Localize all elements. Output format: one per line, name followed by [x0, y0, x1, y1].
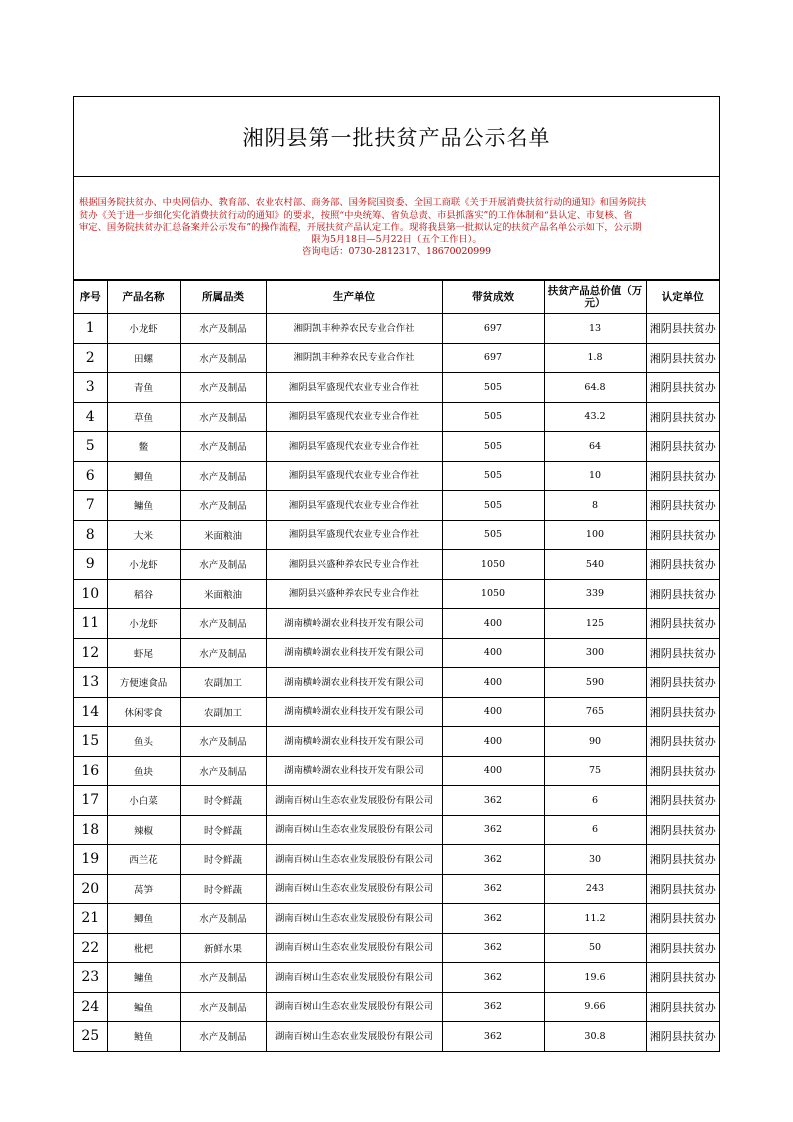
row-number: 10 — [74, 579, 107, 609]
table-row — [74, 609, 719, 639]
poverty-effect: 1050 — [442, 550, 544, 580]
total-value: 590 — [544, 668, 646, 698]
total-value: 1.8 — [544, 343, 646, 373]
table-header-row — [74, 281, 719, 314]
certifying-unit: 湘阴县扶贫办 — [646, 727, 719, 757]
header-cell: 生产单位 — [266, 281, 442, 314]
total-value: 30 — [544, 845, 646, 875]
producer-name: 湖南横岭湖农业科技开发有限公司 — [266, 638, 442, 668]
product-name: 方便速食品 — [107, 668, 180, 698]
notice-paragraph — [74, 177, 719, 280]
producer-name: 湖南横岭湖农业科技开发有限公司 — [266, 697, 442, 727]
certifying-unit: 湘阴县扶贫办 — [646, 609, 719, 639]
product-category: 水产及制品 — [180, 638, 266, 668]
poverty-effect: 362 — [442, 963, 544, 993]
product-name: 小白菜 — [107, 786, 180, 816]
certifying-unit: 湘阴县扶贫办 — [646, 579, 719, 609]
row-number: 15 — [74, 727, 107, 757]
row-number: 3 — [74, 373, 107, 403]
product-category: 时令鲜蔬 — [180, 845, 266, 875]
poverty-effect: 362 — [442, 904, 544, 934]
table-row — [74, 697, 719, 727]
product-name: 鳊鱼 — [107, 992, 180, 1022]
table-row — [74, 933, 719, 963]
poverty-effect: 505 — [442, 373, 544, 403]
total-value: 90 — [544, 727, 646, 757]
total-value: 11.2 — [544, 904, 646, 934]
producer-name: 湘阴县兴盛种养农民专业合作社 — [266, 550, 442, 580]
poverty-effect: 400 — [442, 756, 544, 786]
notice-line: 根据国务院扶贫办、中央网信办、教育部、农业农村部、商务部、国务院国资委、全国工商联《关于开展消费扶贫行动的通知》和国务院扶 — [79, 197, 647, 209]
row-number: 8 — [74, 520, 107, 550]
table-row — [74, 727, 719, 757]
notice-line: 贫办《关于进一步细化实化消费扶贫行动的通知》的要求，按照“中央统筹、省负总责、市县抓落实”的工作体制和“县认定、市复核、省 — [79, 209, 633, 221]
table-row — [74, 373, 719, 403]
producer-name: 湖南百树山生态农业发展股份有限公司 — [266, 1022, 442, 1052]
poverty-effect: 400 — [442, 609, 544, 639]
poverty-effect: 362 — [442, 1022, 544, 1052]
table-row — [74, 432, 719, 462]
table-row — [74, 550, 719, 580]
poverty-effect: 362 — [442, 815, 544, 845]
row-number: 22 — [74, 933, 107, 963]
certifying-unit: 湘阴县扶贫办 — [646, 845, 719, 875]
producer-name: 湖南百树山生态农业发展股份有限公司 — [266, 904, 442, 934]
total-value: 6 — [544, 786, 646, 816]
table-row — [74, 904, 719, 934]
poverty-effect: 362 — [442, 845, 544, 875]
product-name: 小龙虾 — [107, 550, 180, 580]
product-name: 鲫鱼 — [107, 904, 180, 934]
certifying-unit: 湘阴县扶贫办 — [646, 402, 719, 432]
contact-phone: 咨询电话：0730-2812317、18670020999 — [301, 246, 492, 258]
product-name: 鱼头 — [107, 727, 180, 757]
producer-name: 湘阴县军盛现代农业专业合作社 — [266, 373, 442, 403]
product-category: 时令鲜蔬 — [180, 874, 266, 904]
product-category: 米面粮油 — [180, 520, 266, 550]
producer-name: 湘阴县军盛现代农业专业合作社 — [266, 491, 442, 521]
row-number: 25 — [74, 1022, 107, 1052]
product-category: 水产及制品 — [180, 756, 266, 786]
poverty-effect: 362 — [442, 992, 544, 1022]
product-name: 西兰花 — [107, 845, 180, 875]
header-cell: 序号 — [74, 281, 107, 314]
total-value: 75 — [544, 756, 646, 786]
certifying-unit: 湘阴县扶贫办 — [646, 1022, 719, 1052]
certifying-unit: 湘阴县扶贫办 — [646, 491, 719, 521]
product-name: 辣椒 — [107, 815, 180, 845]
table-row — [74, 520, 719, 550]
header-cell: 产品名称 — [107, 281, 180, 314]
total-value: 64 — [544, 432, 646, 462]
product-name: 鳙鱼 — [107, 491, 180, 521]
poverty-effect: 400 — [442, 638, 544, 668]
product-category: 水产及制品 — [180, 432, 266, 462]
header-cell: 带贫成效 — [442, 281, 544, 314]
producer-name: 湖南百树山生态农业发展股份有限公司 — [266, 992, 442, 1022]
product-category: 水产及制品 — [180, 963, 266, 993]
row-number: 9 — [74, 550, 107, 580]
producer-name: 湘阴凯丰种养农民专业合作社 — [266, 343, 442, 373]
producer-name: 湘阴县军盛现代农业专业合作社 — [266, 402, 442, 432]
total-value: 243 — [544, 874, 646, 904]
producer-name: 湘阴县军盛现代农业专业合作社 — [266, 432, 442, 462]
certifying-unit: 湘阴县扶贫办 — [646, 815, 719, 845]
row-number: 16 — [74, 756, 107, 786]
table-row — [74, 668, 719, 698]
certifying-unit: 湘阴县扶贫办 — [646, 461, 719, 491]
certifying-unit: 湘阴县扶贫办 — [646, 668, 719, 698]
total-value: 540 — [544, 550, 646, 580]
poverty-effect: 505 — [442, 432, 544, 462]
product-name: 鳖 — [107, 432, 180, 462]
poverty-effect: 697 — [442, 314, 544, 344]
product-name: 莴笋 — [107, 874, 180, 904]
table-row — [74, 963, 719, 993]
row-number: 19 — [74, 845, 107, 875]
table-row — [74, 638, 719, 668]
product-category: 水产及制品 — [180, 727, 266, 757]
producer-name: 湖南横岭湖农业科技开发有限公司 — [266, 668, 442, 698]
table-row — [74, 874, 719, 904]
certifying-unit: 湘阴县扶贫办 — [646, 963, 719, 993]
total-value: 339 — [544, 579, 646, 609]
producer-name: 湘阴县兴盛种养农民专业合作社 — [266, 579, 442, 609]
product-category: 水产及制品 — [180, 461, 266, 491]
total-value: 30.8 — [544, 1022, 646, 1052]
certifying-unit: 湘阴县扶贫办 — [646, 756, 719, 786]
table-row — [74, 579, 719, 609]
certifying-unit: 湘阴县扶贫办 — [646, 343, 719, 373]
total-value: 9.66 — [544, 992, 646, 1022]
product-category: 水产及制品 — [180, 402, 266, 432]
certifying-unit: 湘阴县扶贫办 — [646, 520, 719, 550]
product-category: 水产及制品 — [180, 609, 266, 639]
producer-name: 湖南横岭湖农业科技开发有限公司 — [266, 609, 442, 639]
certifying-unit: 湘阴县扶贫办 — [646, 373, 719, 403]
producer-name: 湘阴县军盛现代农业专业合作社 — [266, 520, 442, 550]
header-cell: 所属品类 — [180, 281, 266, 314]
row-number: 5 — [74, 432, 107, 462]
product-name: 鲫鱼 — [107, 461, 180, 491]
total-value: 10 — [544, 461, 646, 491]
product-name: 小龙虾 — [107, 314, 180, 344]
total-value: 50 — [544, 933, 646, 963]
row-number: 24 — [74, 992, 107, 1022]
table-row — [74, 1022, 719, 1052]
product-category: 水产及制品 — [180, 992, 266, 1022]
total-value: 64.8 — [544, 373, 646, 403]
poverty-effect: 362 — [442, 933, 544, 963]
poverty-effect: 362 — [442, 786, 544, 816]
table-row — [74, 756, 719, 786]
row-number: 20 — [74, 874, 107, 904]
notice-line: 审定、国务院扶贫办汇总备案并公示发布”的操作流程，开展扶贫产品认定工作。现将我县第一批拟认定的扶贫产品名单公示如下，公示期 — [79, 221, 642, 233]
producer-name: 湖南百树山生态农业发展股份有限公司 — [266, 963, 442, 993]
product-name: 休闲零食 — [107, 697, 180, 727]
notice-line: 限为5月18日—5月22日（五个工作日）。 — [311, 234, 482, 246]
product-name: 稻谷 — [107, 579, 180, 609]
product-name: 大米 — [107, 520, 180, 550]
certifying-unit: 湘阴县扶贫办 — [646, 550, 719, 580]
product-name: 鳙鱼 — [107, 963, 180, 993]
header-cell: 认定单位 — [646, 281, 719, 314]
poverty-effect: 400 — [442, 727, 544, 757]
product-name: 枇杷 — [107, 933, 180, 963]
poverty-effect: 362 — [442, 874, 544, 904]
product-category: 水产及制品 — [180, 373, 266, 403]
total-value: 43.2 — [544, 402, 646, 432]
product-name: 田螺 — [107, 343, 180, 373]
row-number: 17 — [74, 786, 107, 816]
poverty-effect: 400 — [442, 668, 544, 698]
total-value: 300 — [544, 638, 646, 668]
table-row — [74, 343, 719, 373]
certifying-unit: 湘阴县扶贫办 — [646, 638, 719, 668]
producer-name: 湖南横岭湖农业科技开发有限公司 — [266, 727, 442, 757]
producer-name: 湘阴县军盛现代农业专业合作社 — [266, 461, 442, 491]
row-number: 6 — [74, 461, 107, 491]
product-name: 小龙虾 — [107, 609, 180, 639]
producer-name: 湖南百树山生态农业发展股份有限公司 — [266, 815, 442, 845]
row-number: 7 — [74, 491, 107, 521]
table-row — [74, 992, 719, 1022]
producer-name: 湖南百树山生态农业发展股份有限公司 — [266, 933, 442, 963]
product-category: 水产及制品 — [180, 1022, 266, 1052]
row-number: 23 — [74, 963, 107, 993]
product-category: 米面粮油 — [180, 579, 266, 609]
poverty-effect: 505 — [442, 491, 544, 521]
total-value: 125 — [544, 609, 646, 639]
product-category: 时令鲜蔬 — [180, 786, 266, 816]
product-category: 水产及制品 — [180, 904, 266, 934]
poverty-effect: 505 — [442, 520, 544, 550]
total-value: 19.6 — [544, 963, 646, 993]
product-category: 时令鲜蔬 — [180, 815, 266, 845]
total-value: 100 — [544, 520, 646, 550]
document-sheet — [73, 96, 720, 1052]
table-row — [74, 461, 719, 491]
certifying-unit: 湘阴县扶贫办 — [646, 904, 719, 934]
table-row — [74, 815, 719, 845]
poverty-effect: 505 — [442, 402, 544, 432]
certifying-unit: 湘阴县扶贫办 — [646, 432, 719, 462]
producer-name: 湘阴凯丰种养农民专业合作社 — [266, 314, 442, 344]
row-number: 13 — [74, 668, 107, 698]
product-name: 青鱼 — [107, 373, 180, 403]
row-number: 12 — [74, 638, 107, 668]
product-category: 水产及制品 — [180, 343, 266, 373]
poverty-effect: 697 — [442, 343, 544, 373]
producer-name: 湖南横岭湖农业科技开发有限公司 — [266, 756, 442, 786]
certifying-unit: 湘阴县扶贫办 — [646, 992, 719, 1022]
certifying-unit: 湘阴县扶贫办 — [646, 874, 719, 904]
row-number: 18 — [74, 815, 107, 845]
row-number: 2 — [74, 343, 107, 373]
certifying-unit: 湘阴县扶贫办 — [646, 933, 719, 963]
certifying-unit: 湘阴县扶贫办 — [646, 697, 719, 727]
product-name: 鲢鱼 — [107, 1022, 180, 1052]
product-category: 农副加工 — [180, 668, 266, 698]
header-cell: 扶贫产品总价值（万元） — [544, 281, 646, 314]
product-category: 水产及制品 — [180, 550, 266, 580]
poverty-effect: 1050 — [442, 579, 544, 609]
row-number: 11 — [74, 609, 107, 639]
table-row — [74, 845, 719, 875]
poverty-effect: 400 — [442, 697, 544, 727]
total-value: 6 — [544, 815, 646, 845]
product-category: 水产及制品 — [180, 491, 266, 521]
row-number: 14 — [74, 697, 107, 727]
table-row — [74, 402, 719, 432]
page-title: 湘阴县第一批扶贫产品公示名单 — [74, 97, 719, 177]
product-name: 虾尾 — [107, 638, 180, 668]
producer-name: 湖南百树山生态农业发展股份有限公司 — [266, 874, 442, 904]
certifying-unit: 湘阴县扶贫办 — [646, 314, 719, 344]
row-number: 1 — [74, 314, 107, 344]
product-category: 农副加工 — [180, 697, 266, 727]
row-number: 21 — [74, 904, 107, 934]
product-table — [74, 280, 719, 1052]
product-name: 鱼块 — [107, 756, 180, 786]
certifying-unit: 湘阴县扶贫办 — [646, 786, 719, 816]
row-number: 4 — [74, 402, 107, 432]
producer-name: 湖南百树山生态农业发展股份有限公司 — [266, 786, 442, 816]
product-category: 新鲜水果 — [180, 933, 266, 963]
total-value: 765 — [544, 697, 646, 727]
table-row — [74, 314, 719, 344]
total-value: 13 — [544, 314, 646, 344]
total-value: 8 — [544, 491, 646, 521]
producer-name: 湖南百树山生态农业发展股份有限公司 — [266, 845, 442, 875]
poverty-effect: 505 — [442, 461, 544, 491]
product-category: 水产及制品 — [180, 314, 266, 344]
product-name: 草鱼 — [107, 402, 180, 432]
table-row — [74, 786, 719, 816]
table-row — [74, 491, 719, 521]
